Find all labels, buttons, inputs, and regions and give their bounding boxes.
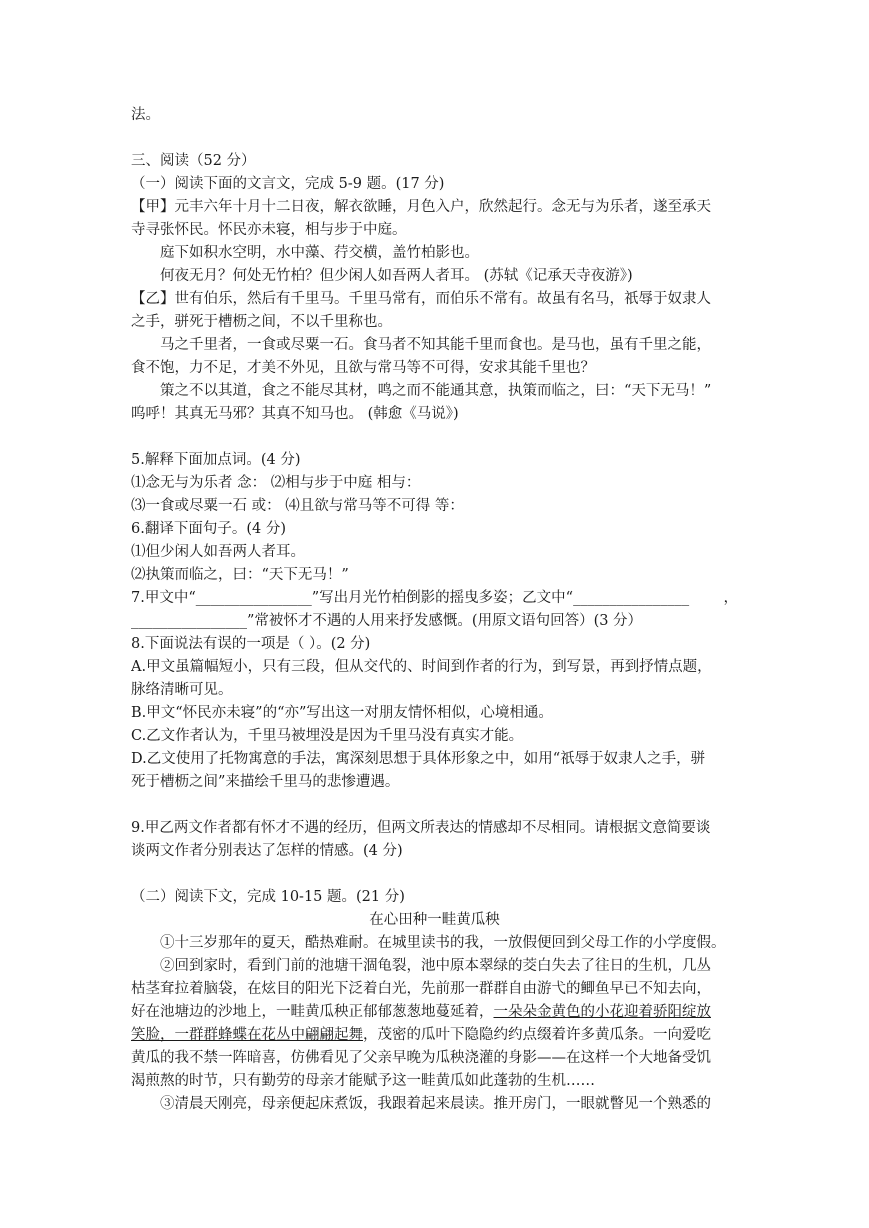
- text-line: 【乙】世有伯乐，然后有千里马。千里马常有，而伯乐不常有。故虽有名马，祇辱于奴隶人: [131, 291, 711, 307]
- question-9-continued: 谈两文作者分别表达了怎样的情感。(4 分): [131, 843, 403, 859]
- underlined-sentence: 笑脸，一群群蜂蝶在花丛中翩翩起舞: [131, 1027, 363, 1043]
- question-7-continued: ________________”常被怀才不遇的人用来抒发感慨。(用原文语句回答）(3 分）: [131, 613, 643, 629]
- text-line: 渴煎熬的时节，只有勤劳的母亲才能赋予这一畦黄瓜如此蓬勃的生机……: [131, 1073, 595, 1089]
- text-line: [131, 1024, 738, 1047]
- text-line: 策之不以其道，食之不能尽其材，鸣之而不能通其意，执策而临之，曰：“天下无马！”: [160, 383, 712, 399]
- text-line: 马之千里者，一食或尽粟一石。食马者不知其能千里而食也。是马也，虽有千里之能，: [160, 337, 711, 353]
- text-fragment: 好在池塘边的沙地上，一畦黄瓜秧正郁郁葱葱地蔓延着，: [131, 1004, 494, 1020]
- question-8: 8.下面说法有误的一项是（ ）。(2 分): [131, 636, 371, 652]
- document-body: [131, 104, 738, 1116]
- text-line: 枯茎耷拉着脑袋，在炫目的阳光下泛着白光，先前那一群群自由游弋的鲫鱼早已不知去向，: [131, 981, 711, 997]
- underlined-sentence: 一朵朵金黄色的小花迎着骄阳绽放: [493, 1004, 711, 1020]
- section-heading: 三、阅读（52 分）: [131, 153, 256, 169]
- text-line: [131, 1001, 738, 1024]
- paragraph-3: ③清晨天刚亮，母亲便起床煮饭，我跟着起来晨读。推开房门，一眼就瞥见一个熟悉的: [160, 1096, 711, 1112]
- text-line: 法。: [131, 107, 160, 123]
- question-group-heading: （一）阅读下面的文言文，完成 5-9 题。(17 分): [131, 176, 445, 192]
- option-a-continued: 脉络清晰可见。: [131, 682, 233, 698]
- question-6-item-2: ⑵执策而临之，曰：“天下无马！”: [131, 567, 349, 583]
- article-title: 在心田种一畦黄瓜秧: [369, 912, 500, 928]
- option-b: B.甲文“怀民亦未寝”的“亦”写出这一对朋友情怀相似，心境相通。: [131, 705, 553, 721]
- text-line: 寺寻张怀民。怀民亦未寝，相与步于中庭。: [131, 222, 407, 238]
- question-group-heading: （二）阅读下文，完成 10-15 题。(21 分): [131, 889, 405, 905]
- question-9: 9.甲乙两文作者都有怀才不遇的经历，但两文所表达的情感却不尽相同。请根据文意简要谈: [131, 820, 711, 836]
- question-7-text: 7.甲文中“________________”写出月光竹柏倒影的摇曳多姿；乙文中“________________: [131, 590, 690, 606]
- text-line: 【甲】元丰六年十月十二日夜，解衣欲睡，月色入户，欣然起行。念无与为乐者，遂至承天: [131, 199, 711, 215]
- option-d-continued: 死于槽枥之间”来描绘千里马的悲惨遭遇。: [131, 774, 400, 790]
- text-line: 黄瓜的我不禁一阵暗喜，仿佛看见了父亲早晚为瓜秧浇灌的身影——在这样一个大地备受饥: [131, 1050, 711, 1066]
- option-d: D.乙文使用了托物寓意的手法，寓深刻思想于具体形象之中，如用“祇辱于奴隶人之手，骈: [131, 751, 706, 767]
- question-5: 5.解释下面加点词。(4 分): [131, 452, 301, 468]
- paragraph-1: ①十三岁那年的夏天，酷热难耐。在城里读书的我，一放假便回到父母工作的小学度假。: [160, 935, 726, 951]
- text-fragment: ，茂密的瓜叶下隐隐约约点缀着许多黄瓜条。一向爱吃: [363, 1027, 711, 1043]
- question-5-items-1: ⑴念无与为乐者 念： ⑵相与步于中庭 相与：: [131, 475, 421, 491]
- text-line: 呜呼！其真无马邪？其真不知马也。 (韩愈《马说》): [131, 406, 459, 422]
- text-line: 之手，骈死于槽枥之间，不以千里称也。: [131, 314, 392, 330]
- question-6: 6.翻译下面句子。(4 分): [131, 521, 286, 537]
- question-6-item-1: ⑴但少闲人如吾两人者耳。: [131, 544, 305, 560]
- text-line: 庭下如积水空明，水中藻、荇交横，盖竹柏影也。: [160, 245, 479, 261]
- question-7-comma: ，: [723, 590, 738, 606]
- text-line: 何夜无月？何处无竹柏？但少闲人如吾两人者耳。 (苏轼《记承天寺夜游》): [160, 268, 633, 284]
- text-line: 食不饱，力不足，才美不外见，且欲与常马等不可得，安求其能千里也？: [131, 360, 595, 376]
- question-5-items-2: ⑶一食或尽粟一石 或： ⑷且欲与常马等不可得 等：: [131, 498, 464, 514]
- paragraph-2: ②回到家时，看到门前的池塘干涸龟裂，池中原本翠绿的茭白失去了往日的生机，几丛: [160, 958, 711, 974]
- option-a: A.甲文虽篇幅短小，只有三段，但从交代的、时间到作者的行为，到写景，再到抒情点题，: [131, 659, 712, 675]
- question-7: [131, 587, 738, 610]
- option-c: C.乙文作者认为，千里马被埋没是因为千里马没有真实才能。: [131, 728, 524, 744]
